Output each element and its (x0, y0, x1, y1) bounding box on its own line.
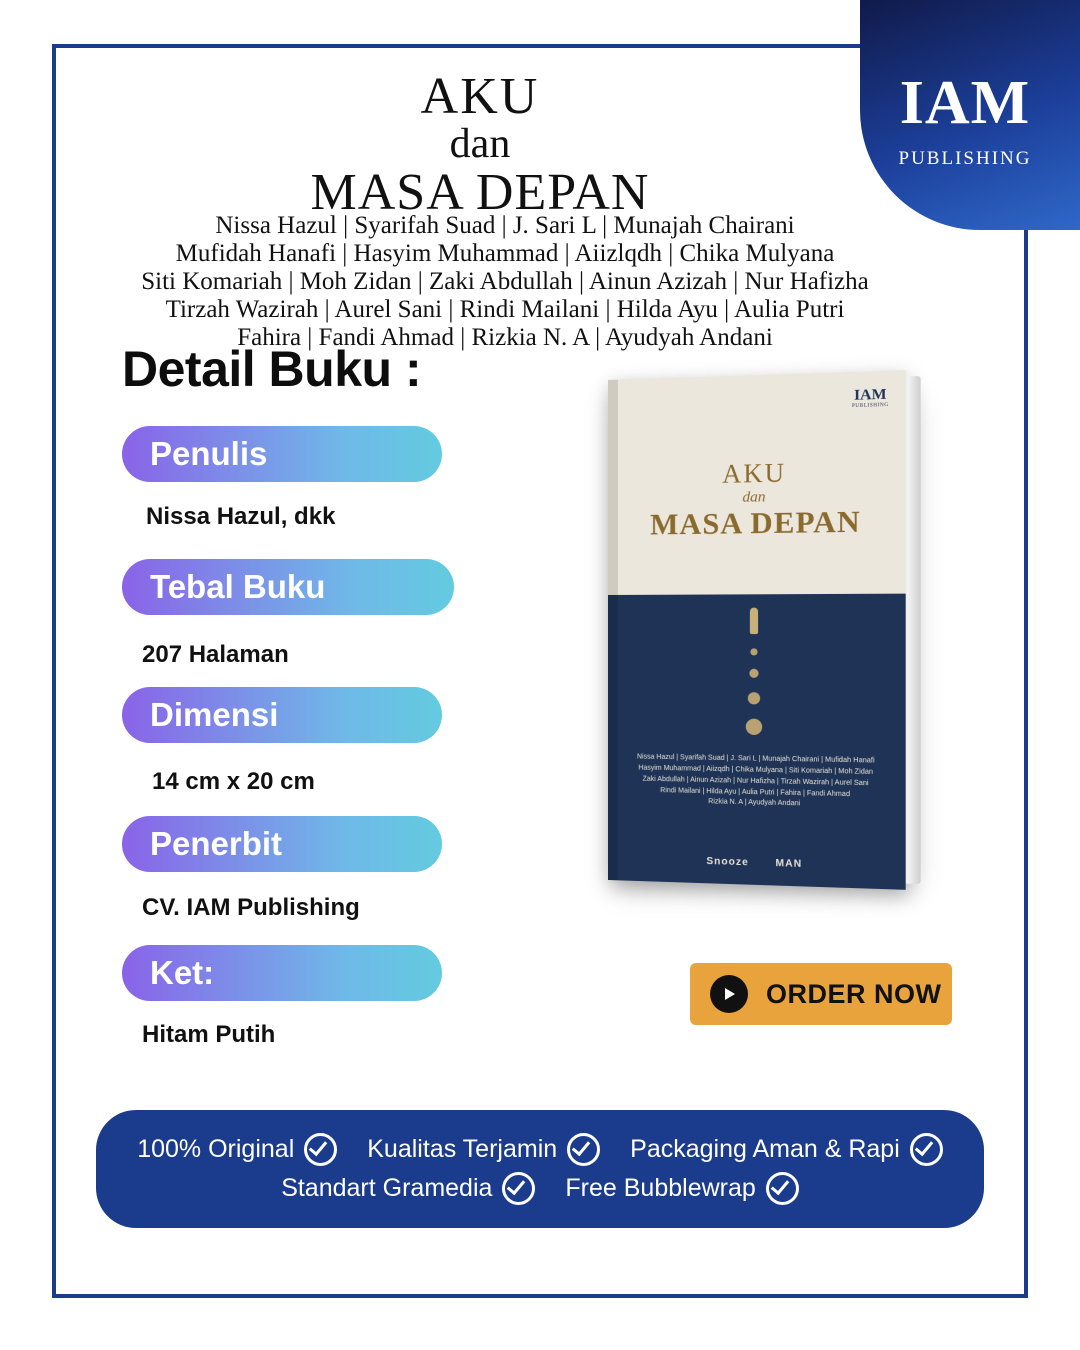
check-circle-icon (502, 1172, 535, 1205)
play-arrow-icon (710, 975, 748, 1013)
cover-author-line: Rindi Mailani | Hilda Ayu | Aulia Putri | Fahira | Fandi Ahmad (660, 786, 851, 798)
guarantee-row-1 (129, 1133, 951, 1166)
cover-dot-icon (749, 669, 758, 678)
guarantee-item (281, 1172, 535, 1205)
cover-title-group (608, 455, 906, 543)
detail-label-penulis: Penulis (122, 426, 442, 482)
order-now-label: ORDER NOW (766, 978, 942, 1009)
guarantee-item (137, 1133, 337, 1166)
cover-author-line: Hasyim Muhammad | Aiizqdh | Chika Mulyana | Siti Komariah | Moh Zidan (638, 764, 874, 776)
detail-value-penerbit: CV. IAM Publishing (142, 894, 360, 921)
guarantee-banner (96, 1110, 984, 1228)
detail-label-tebal-buku: Tebal Buku (122, 559, 454, 615)
cover-title-line-2: dan (742, 489, 766, 506)
author-line: Siti Komariah | Moh Zidan | Zaki Abdullah | Ainun Azizah | Nur Hafizha (141, 268, 869, 295)
guarantee-label: 100% Original (137, 1135, 295, 1163)
cover-dot-icon (746, 719, 762, 736)
detail-label-penerbit: Penerbit (122, 816, 442, 872)
detail-heading: Detail Buku : (122, 341, 422, 397)
author-line: Nissa Hazul | Syarifah Suad | J. Sari L | Munajah Chairani (215, 212, 795, 239)
check-circle-icon (910, 1133, 943, 1166)
cover-figure-icon (750, 608, 758, 635)
guarantee-row-2 (273, 1172, 807, 1205)
detail-value-penulis: Nissa Hazul, dkk (146, 503, 336, 530)
author-list (80, 212, 930, 352)
title-line-2: dan (449, 121, 511, 168)
cover-publisher-badge (852, 387, 889, 409)
cover-bottom-panel (608, 594, 906, 890)
brand-logo-text: IAM (899, 69, 1031, 137)
cover-author-line: Rizkia N. A | Ayudyah Andani (708, 798, 801, 808)
cover-title-line-1: AKU (722, 458, 787, 489)
cover-logo-right: MAN (775, 857, 803, 870)
guarantee-item (367, 1133, 600, 1166)
check-circle-icon (766, 1172, 799, 1205)
cover-publisher-sub: PUBLISHING (851, 402, 889, 410)
check-circle-icon (567, 1133, 600, 1166)
book-cover (608, 370, 906, 890)
cover-dot-icon (748, 692, 760, 704)
detail-value-dimensi: 14 cm x 20 cm (152, 768, 315, 795)
detail-label-ket: Ket: (122, 945, 442, 1001)
title-line-3: MASA DEPAN (310, 163, 650, 221)
check-circle-icon (304, 1133, 337, 1166)
guarantee-label: Kualitas Terjamin (367, 1135, 558, 1163)
order-now-button[interactable] (690, 963, 952, 1025)
book-mockup (600, 380, 920, 890)
author-line: Fahira | Fandi Ahmad | Rizkia N. A | Ayudyah Andani (237, 324, 773, 351)
cover-author-line: Nissa Hazul | Syarifah Suad | J. Sari L | Munajah Chairani | Mufidah Hanafi (636, 753, 875, 765)
cover-publisher-name: IAM (853, 386, 887, 404)
guarantee-item (630, 1133, 943, 1166)
cover-logo-left: Snooze (706, 855, 749, 869)
cover-title-line-3: MASA DEPAN (650, 504, 861, 542)
cover-author-line: Zaki Abdullah | Ainun Azizah | Nur Hafizha | Tirzah Wazirah | Aurel Sani (642, 775, 869, 787)
page-title (90, 70, 870, 219)
detail-value-ket: Hitam Putih (142, 1021, 276, 1048)
guarantee-label: Standart Gramedia (281, 1174, 493, 1202)
guarantee-label: Free Bubblewrap (565, 1174, 756, 1202)
author-line: Tirzah Wazirah | Aurel Sani | Rindi Mailani | Hilda Ayu | Aulia Putri (165, 296, 845, 323)
guarantee-label: Packaging Aman & Rapi (630, 1135, 900, 1163)
cover-spine (608, 380, 618, 881)
detail-value-tebal-buku: 207 Halaman (142, 641, 289, 668)
title-line-1: AKU (420, 68, 540, 125)
guarantee-item (565, 1172, 798, 1205)
detail-label-dimensi: Dimensi (122, 687, 442, 743)
cover-author-list (620, 752, 893, 813)
cover-dot-icon (750, 648, 757, 655)
brand-logo-subtitle: PUBLISHING (898, 148, 1032, 169)
author-line: Mufidah Hanafi | Hasyim Muhammad | Aiizlqdh | Chika Mulyana (175, 240, 835, 267)
